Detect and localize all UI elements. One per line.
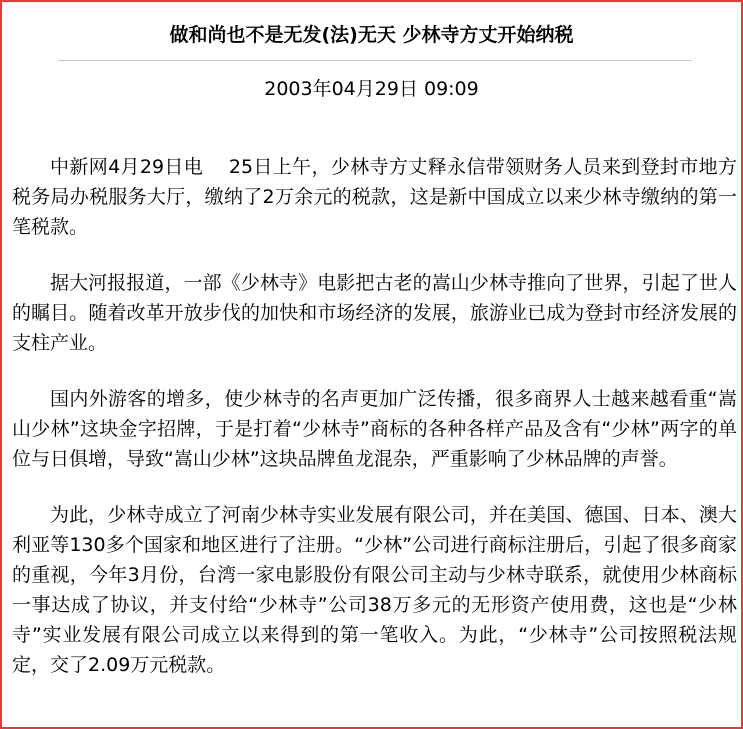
article-title: 做和尚也不是无发(法)无天 少林寺方丈开始纳税	[169, 24, 574, 46]
article-paragraph-2: 据大河报报道，一部《少林寺》电影把古老的嵩山少林寺推向了世界，引起了世人的瞩目。随着改革开放步伐的加快和市场经济的发展，旅游业已成为登封市经济发展的支柱产业。	[12, 272, 737, 354]
article-body	[12, 152, 737, 680]
article-dateline: 2003年04月29日 09:09	[264, 78, 479, 100]
article-paragraph-3: 国内外游客的增多，使少林寺的名声更加广泛传播，很多商界人士越来越看重“嵩山少林”这块金字招牌，于是打着“少林寺”商标的各种各样产品及含有“少林”两字的单位与日俱增，导致“嵩山少林”这块品牌鱼龙混杂，严重影响了少林品牌的声誉。	[12, 388, 737, 470]
article-paragraph-1: 中新网4月29日电 25日上午，少林寺方丈释永信带领财务人员来到登封市地方税务局办税服务大厅，缴纳了2万余元的税款，这是新中国成立以来少林寺缴纳的第一笔税款。	[12, 156, 737, 238]
title-divider	[58, 60, 692, 61]
article-paragraph-4: 为此，少林寺成立了河南少林寺实业发展有限公司，并在美国、德国、日本、澳大利亚等130多个国家和地区进行了注册。“少林”公司进行商标注册后，引起了很多商家的重视，今年3月份，台湾一家电影股份有限公司主动与少林寺联系，就使用少林商标一事达成了协议，并支付给“少林寺”公司38万多元的无形资产使用费，这也是“少林寺”实业发展有限公司成立以来得到的第一笔收入。为此，“少林寺”公司按照税法规定，交了2.09万元税款。	[12, 504, 737, 676]
